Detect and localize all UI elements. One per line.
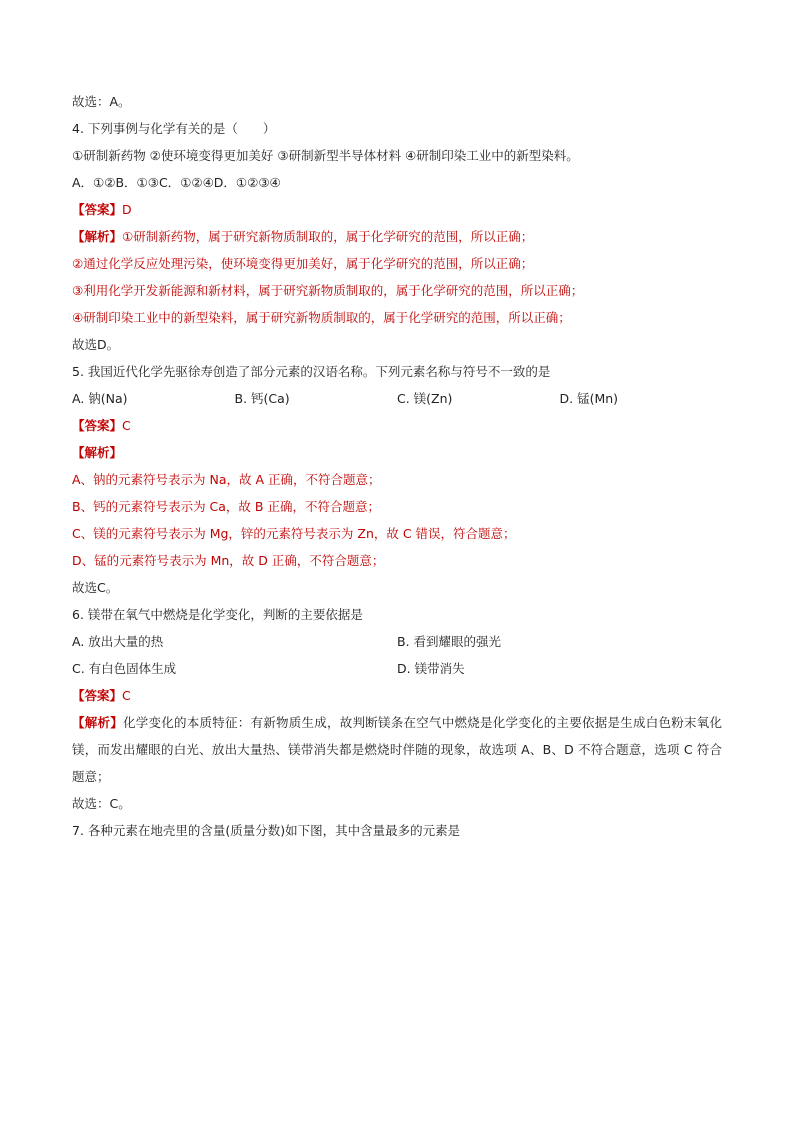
q4-options: A．①②B．①③C．①②④D．①②③④ <box>72 175 281 190</box>
q6-analysis <box>72 709 722 790</box>
option-d: D. 镁带消失 <box>397 661 465 676</box>
analysis-line: A、钠的元素符号表示为 Na，故 A 正确，不符合题意； <box>72 472 381 487</box>
option-a: A. 放出大量的热 <box>72 634 164 649</box>
q7-stem: 7. 各种元素在地壳里的含量(质量分数)如下图，其中含量最多的元素是 <box>72 823 461 838</box>
analysis-line: ①研制新药物，属于研究新物质制取的，属于化学研究的范围，所以正确； <box>122 229 534 244</box>
q6-answer <box>72 682 722 709</box>
answer-value: C <box>122 688 131 703</box>
option-d: D. 锰(Mn) <box>559 391 619 406</box>
document-page <box>72 88 722 844</box>
q5-answer <box>72 412 722 439</box>
analysis-line: D、锰的元素符号表示为 Mn，故 D 正确，不符合题意； <box>72 553 385 568</box>
option-b: B. 钙(Ca) <box>234 391 290 406</box>
answer-label: 【答案】 <box>72 418 123 433</box>
q4-analysis-first <box>72 223 722 250</box>
q6-options-row2 <box>72 655 722 682</box>
analysis-label: 【解析】 <box>72 445 123 460</box>
q5-final: 故选C。 <box>72 580 119 595</box>
q4-final: 故选D。 <box>72 337 120 352</box>
option-a: A. 钠(Na) <box>72 391 128 406</box>
analysis-label: 【解析】 <box>72 715 123 730</box>
analysis-text: 化学变化的本质特征：有新物质生成，故判断镁条在空气中燃烧是化学变化的主要依据是生成白色粉末氧化镁，而发出耀眼的白光、放出大量热、镁带消失都是燃烧时伴随的现象，故选项 A、B、D 不符合题意，选项 C 符合题意； <box>72 715 722 784</box>
q4-stem: 4. 下列事例与化学有关的是（ ） <box>72 121 276 136</box>
option-c: C. 镁(Zn) <box>397 391 453 406</box>
q6-stem: 6. 镁带在氧气中燃烧是化学变化，判断的主要依据是 <box>72 607 363 622</box>
answer-value: C <box>122 418 131 433</box>
q5-analysis-label <box>72 439 722 466</box>
analysis-line: ④研制印染工业中的新型染料，属于研究新物质制取的，属于化学研究的范围，所以正确； <box>72 310 571 325</box>
q5-options <box>72 385 722 412</box>
q4-items: ①研制新药物 ②使环境变得更加美好 ③研制新型半导体材料 ④研制印染工业中的新型染料。 <box>72 148 579 163</box>
analysis-label: 【解析】 <box>72 229 123 244</box>
prev-answer-line: 故选：A。 <box>72 94 131 109</box>
q5-stem: 5. 我国近代化学先驱徐寿创造了部分元素的汉语名称。下列元素名称与符号不一致的是 <box>72 364 551 379</box>
answer-value: D <box>122 202 132 217</box>
analysis-line: C、镁的元素符号表示为 Mg，锌的元素符号表示为 Zn，故 C 错误，符合题意； <box>72 526 516 541</box>
analysis-line: ③利用化学开发新能源和新材料，属于研究新物质制取的，属于化学研究的范围，所以正确； <box>72 283 584 298</box>
option-b: B. 看到耀眼的强光 <box>397 634 502 649</box>
analysis-line: ②通过化学反应处理污染，使环境变得更加美好，属于化学研究的范围，所以正确； <box>72 256 534 271</box>
answer-label: 【答案】 <box>72 202 123 217</box>
answer-label: 【答案】 <box>72 688 123 703</box>
option-c: C. 有白色固体生成 <box>72 661 177 676</box>
q6-options-row1 <box>72 628 722 655</box>
q6-final: 故选：C。 <box>72 796 131 811</box>
q4-answer <box>72 196 722 223</box>
analysis-line: B、钙的元素符号表示为 Ca，故 B 正确，不符合题意； <box>72 499 380 514</box>
